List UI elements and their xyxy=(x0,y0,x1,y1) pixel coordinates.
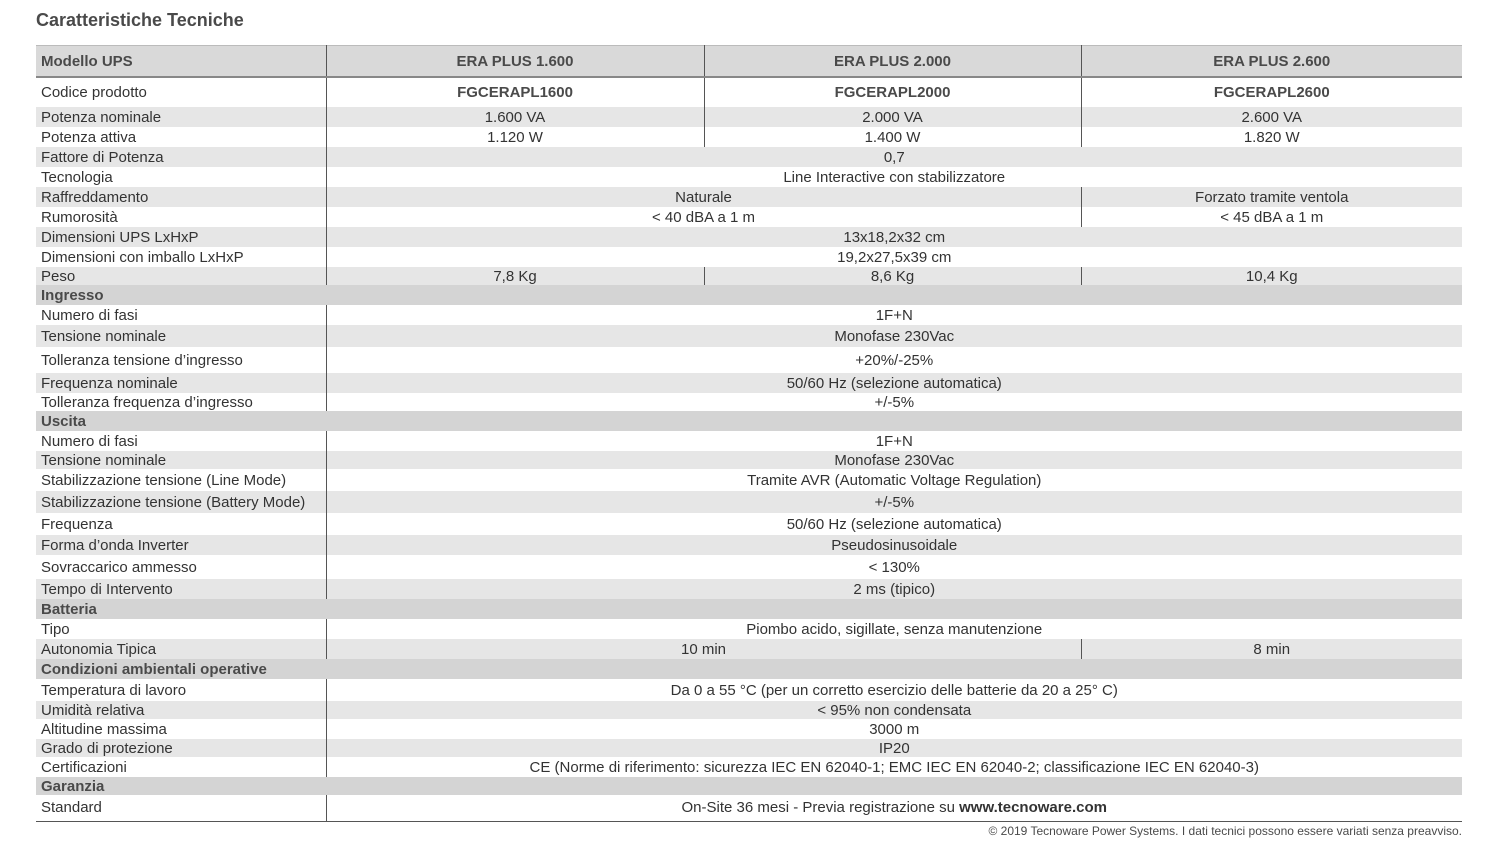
cell-value: < 95% non condensata xyxy=(326,701,1462,719)
cell-value: Line Interactive con stabilizzatore xyxy=(783,168,1006,186)
cell-value: Pseudosinusoidale xyxy=(326,535,1462,555)
cell-value: +20%/-25% xyxy=(855,351,934,369)
warranty-text: On-Site 36 mesi - Previa registrazione su xyxy=(681,799,960,817)
row-label: Umidità relativa xyxy=(36,701,326,719)
row-label: Tolleranza frequenza d’ingresso xyxy=(36,393,326,411)
table-row xyxy=(36,147,1462,167)
cell-value: < 130% xyxy=(868,558,920,576)
table-row xyxy=(36,451,1462,469)
model-header: ERA PLUS 2.000 xyxy=(704,46,1081,78)
section-header xyxy=(36,659,1462,679)
model-header: ERA PLUS 1.600 xyxy=(326,46,704,78)
table-row xyxy=(36,127,1462,147)
table-row xyxy=(36,757,1462,777)
row-label: Numero di fasi xyxy=(36,431,326,451)
table-row xyxy=(36,305,1462,325)
table-row xyxy=(36,247,1462,267)
cell-value: Monofase 230Vac xyxy=(326,451,1462,469)
section-title: Uscita xyxy=(36,411,1462,431)
table-row xyxy=(36,701,1462,719)
cell-value: 2.600 VA xyxy=(1081,107,1462,127)
cell-value: 19,2x27,5x39 cm xyxy=(837,248,952,266)
table-row xyxy=(36,227,1462,247)
table-row xyxy=(36,513,1462,535)
product-code: FGCERAPL2600 xyxy=(1213,84,1330,101)
row-label: Standard xyxy=(36,795,326,821)
table-row xyxy=(36,679,1462,701)
row-label: Stabilizzazione tensione (Line Mode) xyxy=(36,469,326,491)
cell-value: < 40 dBA a 1 m xyxy=(326,207,1081,227)
cell-value: 0,7 xyxy=(326,147,1462,167)
cell-value: +/-5% xyxy=(874,393,915,411)
row-label: Frequenza xyxy=(36,513,326,535)
table-row xyxy=(36,579,1462,599)
table-row xyxy=(36,555,1462,579)
row-label: Tensione nominale xyxy=(36,325,326,347)
table-row xyxy=(36,107,1462,127)
row-label: Grado di protezione xyxy=(36,739,326,757)
product-code: FGCERAPL1600 xyxy=(326,77,704,107)
cell-value: 3000 m xyxy=(869,720,920,738)
cell-value: 7,8 Kg xyxy=(326,267,704,285)
table-row xyxy=(36,167,1462,187)
row-label: Numero di fasi xyxy=(36,305,326,325)
cell-value: Tramite AVR (Automatic Voltage Regulation) xyxy=(747,471,1042,489)
cell-value: Naturale xyxy=(326,187,1081,207)
table-header-row xyxy=(36,46,1462,78)
section-header xyxy=(36,599,1462,619)
website-link[interactable]: www.tecnoware.com xyxy=(959,799,1107,817)
cell-value: 8,6 Kg xyxy=(704,267,1081,285)
row-label: Tempo di Intervento xyxy=(36,579,326,599)
table-row xyxy=(36,77,1462,107)
cell-value: Forzato tramite ventola xyxy=(1081,187,1462,207)
table-row xyxy=(36,267,1462,285)
row-label: Tolleranza tensione d’ingresso xyxy=(36,347,326,373)
cell-value: 1.600 VA xyxy=(326,107,704,127)
cell-value: 1.120 W xyxy=(326,127,704,147)
table-row xyxy=(36,469,1462,491)
cell-value: < 45 dBA a 1 m xyxy=(1220,208,1324,226)
table-row xyxy=(36,619,1462,639)
section-title: Batteria xyxy=(36,599,1462,619)
cell-value: 1F+N xyxy=(875,306,913,324)
cell-value: 2.000 VA xyxy=(704,107,1081,127)
row-label: Rumorosità xyxy=(36,207,326,227)
cell-value: 13x18,2x32 cm xyxy=(326,227,1462,247)
row-label: Raffreddamento xyxy=(36,187,326,207)
page-title: Caratteristiche Tecniche xyxy=(36,10,244,30)
table-row xyxy=(36,431,1462,451)
cell-value: 1.820 W xyxy=(1243,128,1300,146)
row-label: Dimensioni con imballo LxHxP xyxy=(36,247,326,267)
section-title: Ingresso xyxy=(36,285,1462,305)
row-label: Tipo xyxy=(36,619,326,639)
section-header xyxy=(36,411,1462,431)
row-label: Altitudine massima xyxy=(36,719,326,739)
section-title: Condizioni ambientali operative xyxy=(36,659,1462,679)
cell-value: 10 min xyxy=(326,639,1081,659)
cell-value: 50/60 Hz (selezione automatica) xyxy=(326,373,1462,393)
row-label: Autonomia Tipica xyxy=(36,639,326,659)
cell-value: 2 ms (tipico) xyxy=(326,579,1462,599)
header-label: Modello UPS xyxy=(36,46,326,78)
table-row xyxy=(36,491,1462,513)
cell-value xyxy=(326,795,1462,821)
row-label: Forma d’onda Inverter xyxy=(36,535,326,555)
row-label: Dimensioni UPS LxHxP xyxy=(36,227,326,247)
cell-value: 8 min xyxy=(1081,639,1462,659)
row-label: Certificazioni xyxy=(36,757,326,777)
table-row xyxy=(36,739,1462,757)
row-label: Tensione nominale xyxy=(36,451,326,469)
model-header: ERA PLUS 2.600 xyxy=(1081,46,1462,78)
cell-value: CE (Norme di riferimento: sicurezza IEC EN 62040-1; EMC IEC EN 62040-2; classificazione IEC EN 62040-3) xyxy=(529,758,1259,776)
table-row xyxy=(36,393,1462,411)
table-row xyxy=(36,719,1462,739)
table-row xyxy=(36,535,1462,555)
table-row xyxy=(36,373,1462,393)
row-label: Fattore di Potenza xyxy=(36,147,326,167)
row-label: Potenza attiva xyxy=(36,127,326,147)
section-header xyxy=(36,285,1462,305)
cell-value: +/-5% xyxy=(326,491,1462,513)
cell-value: Da 0 a 55 °C (per un corretto esercizio delle batterie da 20 a 25° C) xyxy=(670,681,1118,699)
row-label: Sovraccarico ammesso xyxy=(36,555,326,579)
row-label: Stabilizzazione tensione (Battery Mode) xyxy=(36,491,326,513)
table-row xyxy=(36,187,1462,207)
cell-value: 1F+N xyxy=(875,432,913,450)
row-label: Codice prodotto xyxy=(36,77,326,107)
table-row xyxy=(36,207,1462,227)
cell-value: Monofase 230Vac xyxy=(326,325,1462,347)
footer-note: © 2019 Tecnoware Power Systems. I dati tecnici possono essere variati senza preavviso. xyxy=(988,824,1462,838)
table-row xyxy=(36,347,1462,373)
table-row xyxy=(36,325,1462,347)
row-label: Temperatura di lavoro xyxy=(36,679,326,701)
specs-table xyxy=(36,45,1462,822)
cell-value: 1.400 W xyxy=(704,127,1081,147)
table-row xyxy=(36,639,1462,659)
row-label: Peso xyxy=(36,267,326,285)
row-label: Tecnologia xyxy=(36,167,326,187)
section-header xyxy=(36,777,1462,795)
section-title: Garanzia xyxy=(36,777,1462,795)
table-row xyxy=(36,795,1462,821)
product-code: FGCERAPL2000 xyxy=(704,77,1081,107)
cell-value: 50/60 Hz (selezione automatica) xyxy=(786,515,1002,533)
row-label: Potenza nominale xyxy=(36,107,326,127)
cell-value: IP20 xyxy=(326,739,1462,757)
row-label: Frequenza nominale xyxy=(36,373,326,393)
cell-value: Piombo acido, sigillate, senza manutenzione xyxy=(746,620,1043,638)
cell-value: 10,4 Kg xyxy=(1081,267,1462,285)
